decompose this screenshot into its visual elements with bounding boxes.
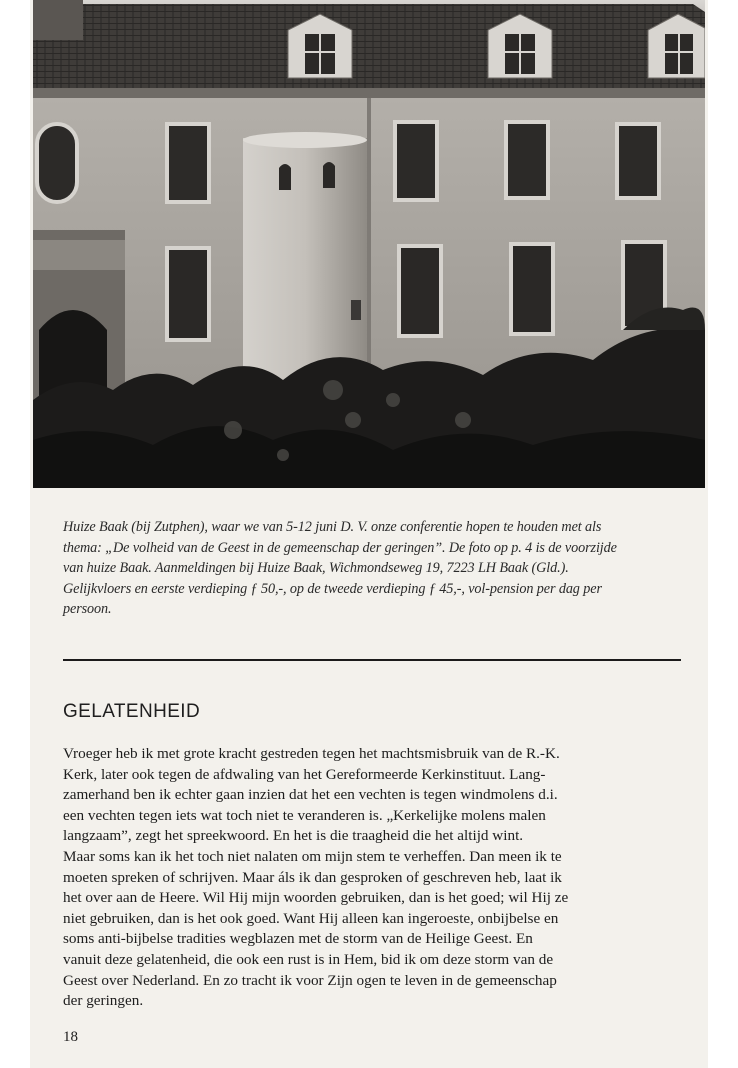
body-line: moeten spreken of schrijven. Maar áls ik dan gesproken of geschreven heb, laat ik xyxy=(63,868,562,886)
page-number: 18 xyxy=(63,1029,78,1045)
section-divider xyxy=(63,659,681,661)
body-line: vanuit deze gelatenheid, die ook een rust is in Hem, bid ik om deze storm van de xyxy=(63,950,554,968)
article-heading: GELATENHEID xyxy=(63,701,201,722)
article-body xyxy=(63,744,685,1012)
caption-line: thema: „De volheid van de Geest in de gemeenschap der geringen”. De foto op p. 4 is de voorzijde xyxy=(63,539,617,556)
body-line: niet gebruiken, dan is het ook goed. Want Hij alleen kan ingeroeste, onbijbelse en xyxy=(63,909,559,927)
body-line: Vroeger heb ik met grote kracht gestreden tegen het machtsmisbruik van de R.-K. xyxy=(63,745,560,762)
body-line: het over aan de Heere. Wil Hij mijn woorden gebruiken, dan is het goed; wil Hij ze xyxy=(63,889,569,907)
body-line: Maar soms kan ik het toch niet nalaten om mijn stem te verheffen. Dan meen ik te xyxy=(63,847,562,865)
caption-line: persoon. xyxy=(63,601,112,617)
body-line: Geest over Nederland. En zo tracht ik voor Zijn ogen te leven in de gemeenschap xyxy=(63,971,557,989)
body-line: der geringen. xyxy=(63,992,144,1010)
caption-line: Huize Baak (bij Zutphen), waar we van 5-12 juni D. V. onze conferentie hopen te houden met als xyxy=(63,519,602,535)
body-line: een vechten tegen iets wat toch niet te veranderen is. „Kerkelijke molens malen xyxy=(63,806,546,824)
building-photo xyxy=(33,0,705,488)
page xyxy=(30,0,708,1068)
body-line: langzaam”, zegt het spreekwoord. En het is die traagheid die het altijd wint. xyxy=(63,827,524,845)
caption-line: Gelijkvloers en eerste verdieping ƒ 50,-, op de tweede verdieping ƒ 45,-, vol-pension per dag per xyxy=(63,580,602,597)
building-photo-image xyxy=(33,0,705,488)
photo-caption xyxy=(63,517,683,620)
body-line: zamerhand ben ik echter gaan inzien dat het een vechten is tegen windmolens d.i. xyxy=(63,786,558,804)
body-line: soms anti-bijbelse tradities wegblazen met de storm van de Heilige Geest. En xyxy=(63,930,533,948)
caption-line: van huize Baak. Aanmeldingen bij Huize Baak, Wichmondseweg 19, 7223 LH Baak (Gld.). xyxy=(63,560,569,576)
body-line: Kerk, later ook tegen de afdwaling van het Gereformeerde Kerkinstituut. Lang- xyxy=(63,765,546,783)
